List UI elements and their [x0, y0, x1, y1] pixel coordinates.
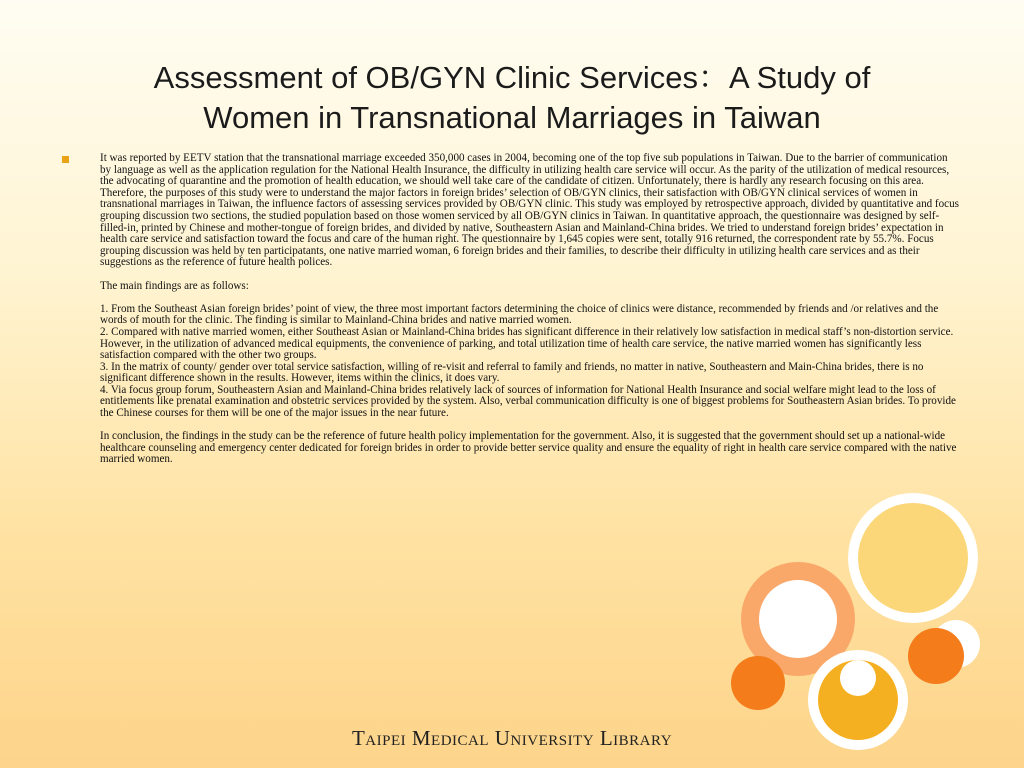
title-line-2: Women in Transnational Marriages in Taiwan: [203, 100, 821, 135]
finding-3: 3. In the matrix of county/ gender over total service satisfaction, willing of re-visit and referral to family and friends, no matter in native, Southeastern and Main-China brides, there is no significant difference shown in the results. However, items within the clinics, it does vary.: [100, 360, 924, 385]
circle-peach-inner: [759, 580, 837, 658]
conclusion-paragraph: In conclusion, the findings in the study can be the reference of future health policy implementation for the government. Also, it is suggested that the government should set up a national-wide healthcare counseling and emergency center dedicated for foreign brides in order to provide better service quality and ensure the equality of right in health care service compared with the native married women.: [100, 430, 957, 466]
slide-title: [60, 58, 964, 138]
intro-paragraph: It was reported by EETV station that the transnational marriage exceeded 350,000 cases in 2004, becoming one of the top five sub populations in Taiwan. Due to the barrier of communication by language as well as the application regulation for the National Health Insurance, the difficulty in utilizing health care service will occur. As the parity of the utilization of medical resources, the advocating of quarantine and the promotion of health education, we should well take care of the candidate of citizen. Unfortunately, there is hardly any research focusing on this area. Therefore, the purposes of this study were to understand the major factors in foreign brides’ selection of OB/GYN clinics, their satisfaction with OB/GYN clinical services of women in transnational marriages in Taiwan, the influence factors of assessing services provided by OB/GYN clinic. This study was employed by retrospective approach, divided by quantitative and focus grouping discussion two sections, the studied population based on those women serviced by all OB/GYN clinics in Taiwan. In quantitative approach, the questionnaire was designed by self-filled-in, printed by Chinese and mother-tongue of foreign brides, and divided by native, Southeastern Asian and Mainland-China brides. We tried to understand foreign brides’ expectation in health care service and satisfaction toward the focus and care of the human right. The questionnaire by 1,645 copies were sent, totally 916 returned, the correspondent rate by 55.7%. Focus grouping discussion was held by ten participatants, one native married woman, 6 foreign brides and their families, to describe their difficulty in utilizing health care services and as their suggestions as the reference of future health polices.: [100, 152, 959, 269]
finding-1: 1. From the Southeast Asian foreign brides’ point of view, the three most important factors determining the choice of clinics were distance, recommended by friends and /or relatives and the words of mouth for the clinic. The finding is similar to Mainland-China brides and native married women.: [100, 302, 939, 327]
circle-orange-left: [731, 656, 785, 710]
finding-4: 4. Via focus group forum, Southeastern Asian and Mainland-China brides relatively lack of sources of information for National Health Insurance and social welfare might lead to the loss of entitlements like prenatal examination and obstetric services provided by the system. Also, verbal communication difficulty is one of biggest problems for Southeastern Asian brides. To provide the Chinese courses for them will be one of the major issues in the near future.: [100, 383, 956, 420]
findings-intro: The main findings are as follows:: [100, 279, 249, 292]
circle-gold-center: [840, 660, 876, 696]
circle-orange-right: [908, 628, 964, 684]
footer-library-name: Taipei Medical University Library: [351, 726, 673, 750]
body-text: [100, 153, 960, 466]
title-line-1: Assessment of OB/GYN Clinic Services：A Study of: [153, 60, 871, 95]
finding-2: 2. Compared with native married women, either Southeast Asian or Mainland-China brides has significant difference in their relatively low satisfaction in medical staff’s non-distortion service. However, in the utilization of advanced medical equipments, the convenience of parking, and total utilization time of health care service, the native married women has significantly less satisfaction compared with the other two groups.: [100, 325, 954, 362]
circle-large-light: [848, 493, 978, 623]
bullet-square-icon: [62, 156, 69, 163]
